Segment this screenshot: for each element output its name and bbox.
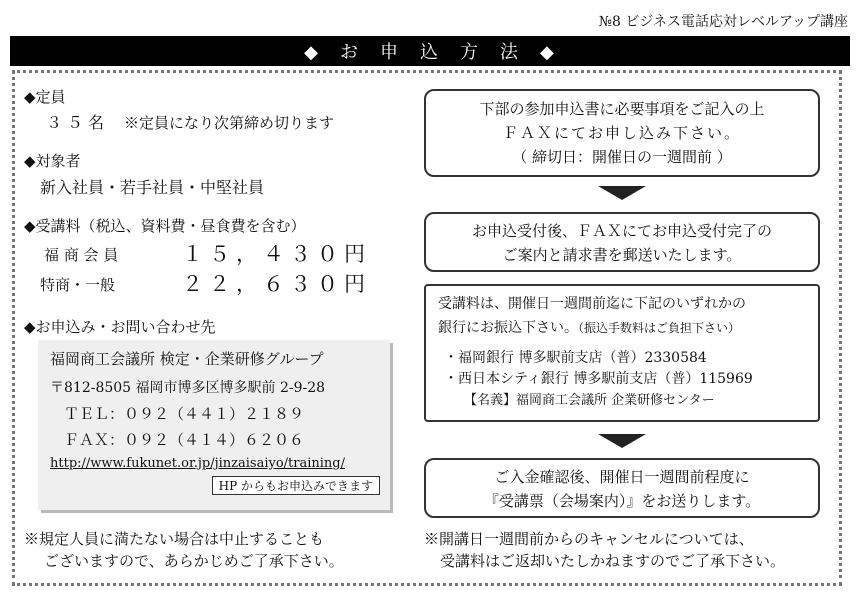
fee-label-member: 福 商 会 員 [44,246,119,264]
contact-box [38,340,390,510]
step1-line1: 下部の参加申込書に必要事項をご記入の上 [479,100,765,118]
step3-bank1: ・福岡銀行 博多駅前支店（普）2330584 [444,350,707,366]
step2-line1: お申込受付後、ＦＡＸにてお申込受付完了の [471,222,772,240]
step1-line2: ＦＡＸにてお申し込み下さい。 [502,124,741,142]
step4-line2: 『受講票（会場案内）』をお送りします。 [483,492,761,510]
fee-amount-general: ２２，６３０円 [182,272,371,296]
capacity-heading: ◆定員 [24,88,66,106]
page-title: ◆ お 申 込 方 法 ◆ [304,42,556,63]
page-title-bar [10,36,850,66]
step1-box [424,89,820,177]
capacity-note: ※定員になり次第締め切ります [124,114,335,132]
capacity-value: ３５名 [46,113,110,132]
fee-label-general: 特商・一般 [40,276,116,294]
left-note-line1: ※規定人員に満たない場合は中止することも [24,530,325,548]
target-value: 新入社員・若手社員・中堅社員 [40,178,265,197]
step3-fee-note: （振込手数料はご負担下さい） [578,321,741,335]
right-note-line1: ※開講日一週間前からのキャンセルについては、 [424,530,754,548]
contact-org: 福岡商工会議所 検定・企業研修グループ [50,350,324,368]
contact-fax: ＦＡＸ：０９２（４１４）６２０６ [64,431,305,449]
contact-url-link[interactable]: http://www.fukunet.or.jp/jinzaisaiyo/training/ [50,456,345,471]
fee-heading: ◆受講料（税込、資料費・昼食費を含む） [24,217,306,235]
step2-line2: ご案内と請求書を郵送いたします。 [502,246,742,264]
step3-box [424,284,820,422]
step4-box [424,458,820,518]
fee-amount-member: １５，４３０円 [182,242,371,266]
step1-line3: （ 締切日：開催日の一週間前 ） [512,148,732,166]
hp-note: HP からもお申込みできます [212,476,380,495]
step3-holder: 【名義】福岡商工会議所 企業研修センター [464,393,715,408]
contact-tel: ＴＥＬ：０９２（４４１）２１８９ [64,405,305,423]
left-note-line2: ございますので、あらかじめご了承下さい。 [44,552,344,570]
step4-line1: ご入金確認後、開催日一週間前程度に [494,468,750,486]
step3-line2: 銀行にお振込下さい。 [438,320,578,336]
step3-arrow-icon [598,434,646,448]
target-heading: ◆対象者 [24,152,81,170]
step2-box [424,212,820,272]
step3-line1: 受講料は、開催日一週間前迄に下記のいずれかの [438,296,746,312]
contact-heading: ◆お申込み・お問い合わせ先 [24,318,216,336]
step3-bank2: ・西日本シティ銀行 博多駅前支店（普）115969 [444,371,753,387]
series-title: №8 ビジネス電話応対レベルアップ講座 [598,14,848,30]
right-note-line2: 受講料はご返却いたしかねますのでご了承下さい。 [440,552,786,570]
contact-address: 〒812-8505 福岡市博多区博多駅前 2-9-28 [50,380,326,396]
step1-arrow-icon [598,186,646,200]
